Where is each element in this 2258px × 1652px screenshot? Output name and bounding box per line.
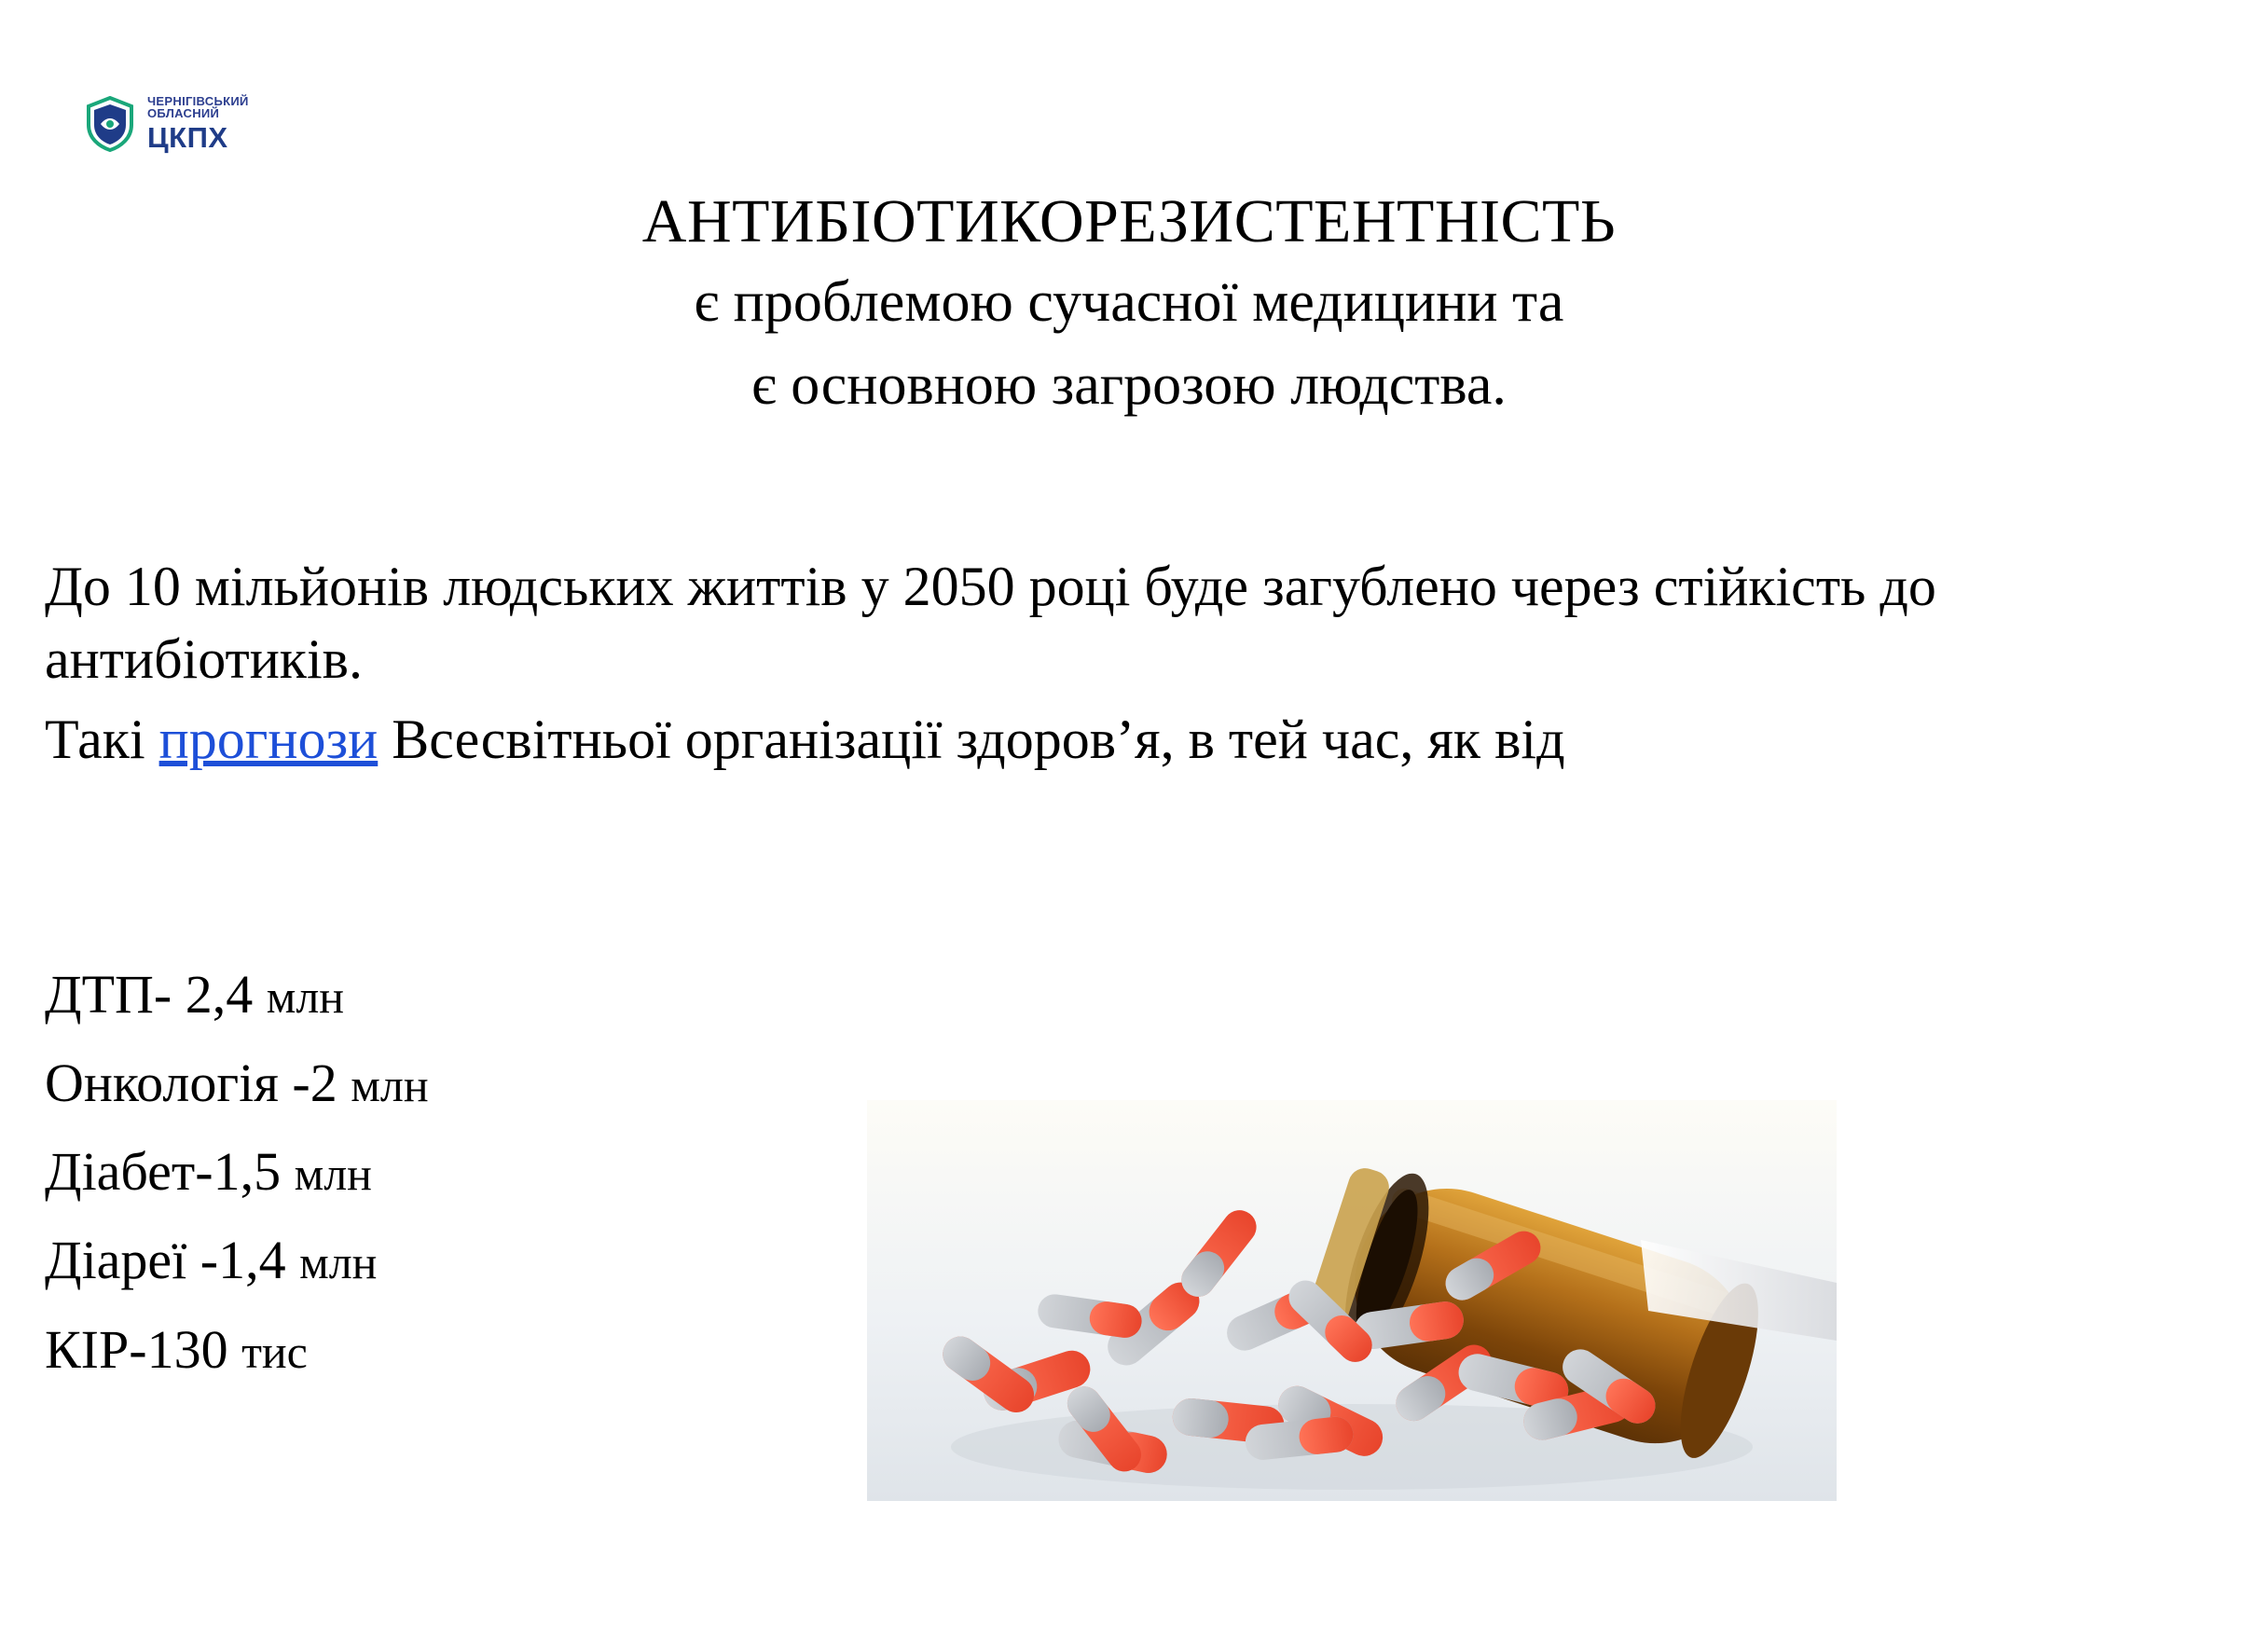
stat-unit: млн bbox=[299, 1236, 378, 1289]
slide-title: АНТИБІОТИКОРЕЗИСТЕНТНІСТЬ bbox=[641, 187, 1617, 255]
organization-logo bbox=[86, 67, 289, 181]
body-text-block bbox=[45, 550, 2217, 781]
logo-wordmark bbox=[147, 95, 249, 154]
logo-line-2: ОБЛАСНИЙ bbox=[147, 106, 220, 121]
stat-unit: тис bbox=[241, 1325, 308, 1378]
paragraph-who-prefix: Такі bbox=[45, 709, 159, 770]
list-item bbox=[45, 1314, 977, 1385]
list-item bbox=[45, 1224, 977, 1296]
stat-unit: млн bbox=[351, 1059, 429, 1112]
stat-label: Онкологія -2 bbox=[45, 1053, 337, 1114]
slide-subtitle-line-1: є проблемою сучасної медицини та bbox=[694, 270, 1564, 335]
statistics-list bbox=[45, 958, 977, 1402]
slide-subtitle-line-2: є основною загрозою людства. bbox=[751, 352, 1507, 417]
pills-photo bbox=[867, 1100, 1837, 1501]
shield-icon bbox=[86, 96, 134, 152]
list-item bbox=[45, 1136, 977, 1207]
list-item bbox=[45, 1047, 977, 1119]
stat-label: Діабет-1,5 bbox=[45, 1141, 282, 1203]
list-item bbox=[45, 958, 977, 1030]
slide-title-block bbox=[0, 183, 2258, 426]
paragraph-who-suffix: Всесвітньої організації здоров’я, в тей час, як від bbox=[378, 709, 1565, 770]
stat-label: ДТП- 2,4 bbox=[45, 964, 254, 1025]
logo-line-1: ЧЕРНІГІВСЬКИЙ bbox=[147, 93, 249, 108]
stat-unit: млн bbox=[294, 1148, 372, 1201]
stat-label: Діареї -1,4 bbox=[45, 1230, 286, 1291]
forecast-link[interactable]: прогнози bbox=[158, 709, 379, 770]
stat-unit: млн bbox=[266, 971, 345, 1023]
stat-label: КІР-130 bbox=[45, 1318, 228, 1380]
logo-abbreviation: ЦКПХ bbox=[147, 120, 228, 154]
paragraph-who-forecast bbox=[45, 703, 2217, 776]
paragraph-forecast-deaths: До 10 мільйонів людських життів у 2050 році буде загублено через стійкість до антибіотиків. bbox=[45, 556, 1936, 690]
